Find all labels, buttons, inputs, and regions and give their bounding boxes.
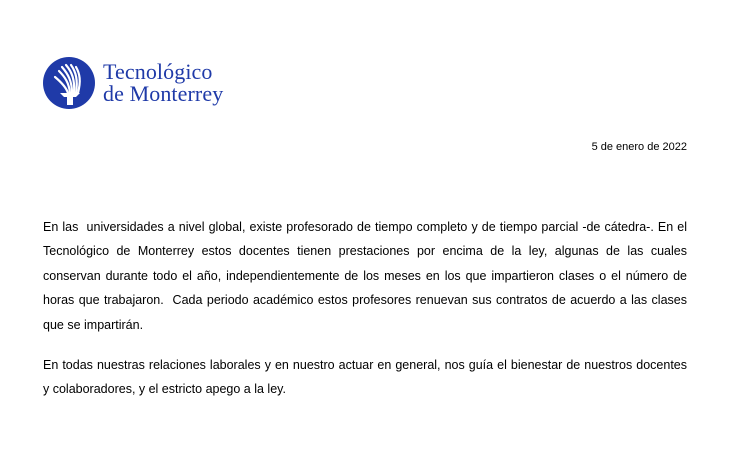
institution-name-line-1: Tecnológico <box>103 59 213 84</box>
institution-name <box>103 61 223 105</box>
institution-name-line-2: de Monterrey <box>103 81 224 106</box>
letter-body <box>43 215 691 402</box>
paragraph: En todas nuestras relaciones laborales y en nuestro actuar en general, nos guía el bienestar de nuestros docentes y colaboradores, y el estricto apego a la ley. <box>43 358 691 397</box>
institution-logo <box>43 57 223 109</box>
torch-emblem-icon <box>43 57 95 109</box>
letter-date: 5 de enero de 2022 <box>591 141 687 153</box>
paragraph: En las universidades a nivel global, existe profesorado de tiempo completo y de tiempo parcial -de cátedra-. En el Tecnológico de Monterrey estos docentes tienen prestaciones por encima de la ley, algunas de las cuales conservan durante todo el año, independientemente de los meses en los que impartieron clases o el número de horas que trabajaron. Cada periodo académico estos profesores renuevan sus contratos de acuerdo a las clases que se impartirán. <box>43 220 691 332</box>
